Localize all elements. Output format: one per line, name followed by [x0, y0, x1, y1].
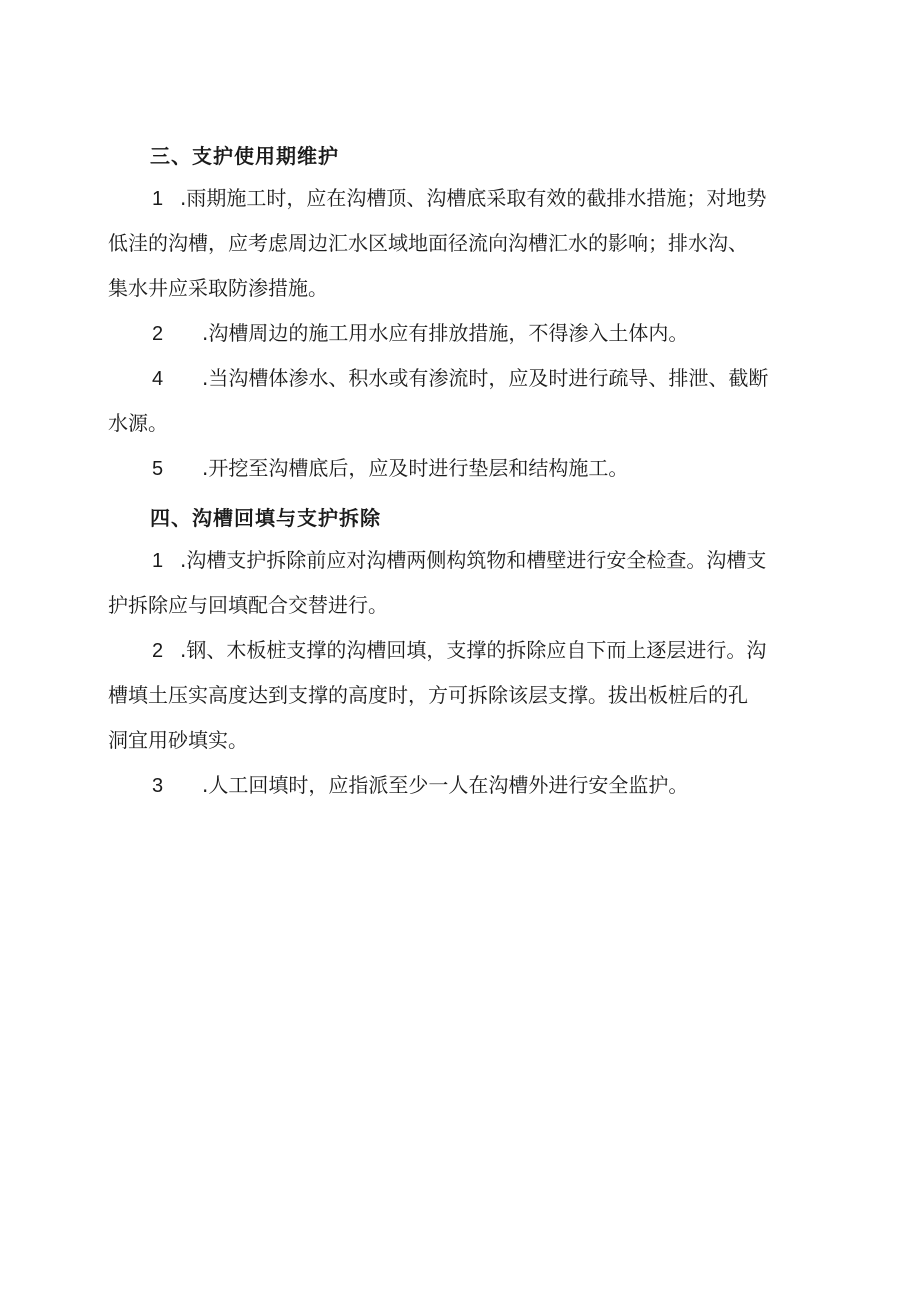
section3-item-2 — [108, 311, 808, 356]
paragraph-line — [108, 763, 808, 808]
item-number: 4 — [152, 368, 164, 390]
paragraph-line — [108, 538, 808, 583]
paragraph-line — [108, 628, 808, 673]
section3-item-4 — [108, 356, 808, 446]
item-number: 1 — [152, 188, 164, 210]
section4-item-2 — [108, 628, 808, 763]
paragraph-line: 槽填土压实高度达到支撑的高度时，方可拆除该层支撑。拔出板桩后的孔 — [108, 683, 748, 707]
paragraph-line: 低洼的沟槽，应考虑周边汇水区域地面径流向沟槽汇水的影响；排水沟、 — [108, 231, 748, 255]
section3-heading: 三、支护使用期维护 — [150, 144, 339, 168]
item-number: 5 — [152, 458, 164, 480]
item-number: 1 — [152, 550, 164, 572]
paragraph-line: 水源。 — [108, 411, 168, 435]
paragraph-line: 护拆除应与回填配合交替进行。 — [108, 593, 388, 617]
section4-heading: 四、沟槽回填与支护拆除 — [150, 506, 381, 530]
line-text: .雨期施工时，应在沟槽顶、沟槽底采取有效的截排水措施；对地势 — [180, 186, 767, 210]
line-text: .当沟槽体渗水、积水或有渗流时，应及时进行疏导、排泄、截断 — [202, 366, 769, 390]
paragraph-line — [108, 356, 808, 401]
line-text: .开挖至沟槽底后，应及时进行垫层和结构施工。 — [202, 456, 629, 480]
line-text: .沟槽支护拆除前应对沟槽两侧构筑物和槽壁进行安全检查。沟槽支 — [180, 548, 767, 572]
paragraph-line — [108, 446, 808, 491]
paragraph-line: 集水井应采取防渗措施。 — [108, 276, 328, 300]
item-number: 2 — [152, 323, 164, 345]
item-number: 2 — [152, 640, 164, 662]
line-text: .沟槽周边的施工用水应有排放措施，不得渗入土体内。 — [202, 321, 689, 345]
line-text: .钢、木板桩支撑的沟槽回填，支撑的拆除应自下而上逐层进行。沟 — [180, 638, 767, 662]
section3-item-1 — [108, 176, 808, 311]
line-text: .人工回填时，应指派至少一人在沟槽外进行安全监护。 — [202, 773, 689, 797]
item-number: 3 — [152, 775, 164, 797]
section4-item-3 — [108, 763, 808, 808]
paragraph-line — [108, 176, 808, 221]
paragraph-line: 洞宜用砂填实。 — [108, 728, 248, 752]
paragraph-line — [108, 311, 808, 356]
section4-item-1 — [108, 538, 808, 628]
section3-item-5 — [108, 446, 808, 491]
